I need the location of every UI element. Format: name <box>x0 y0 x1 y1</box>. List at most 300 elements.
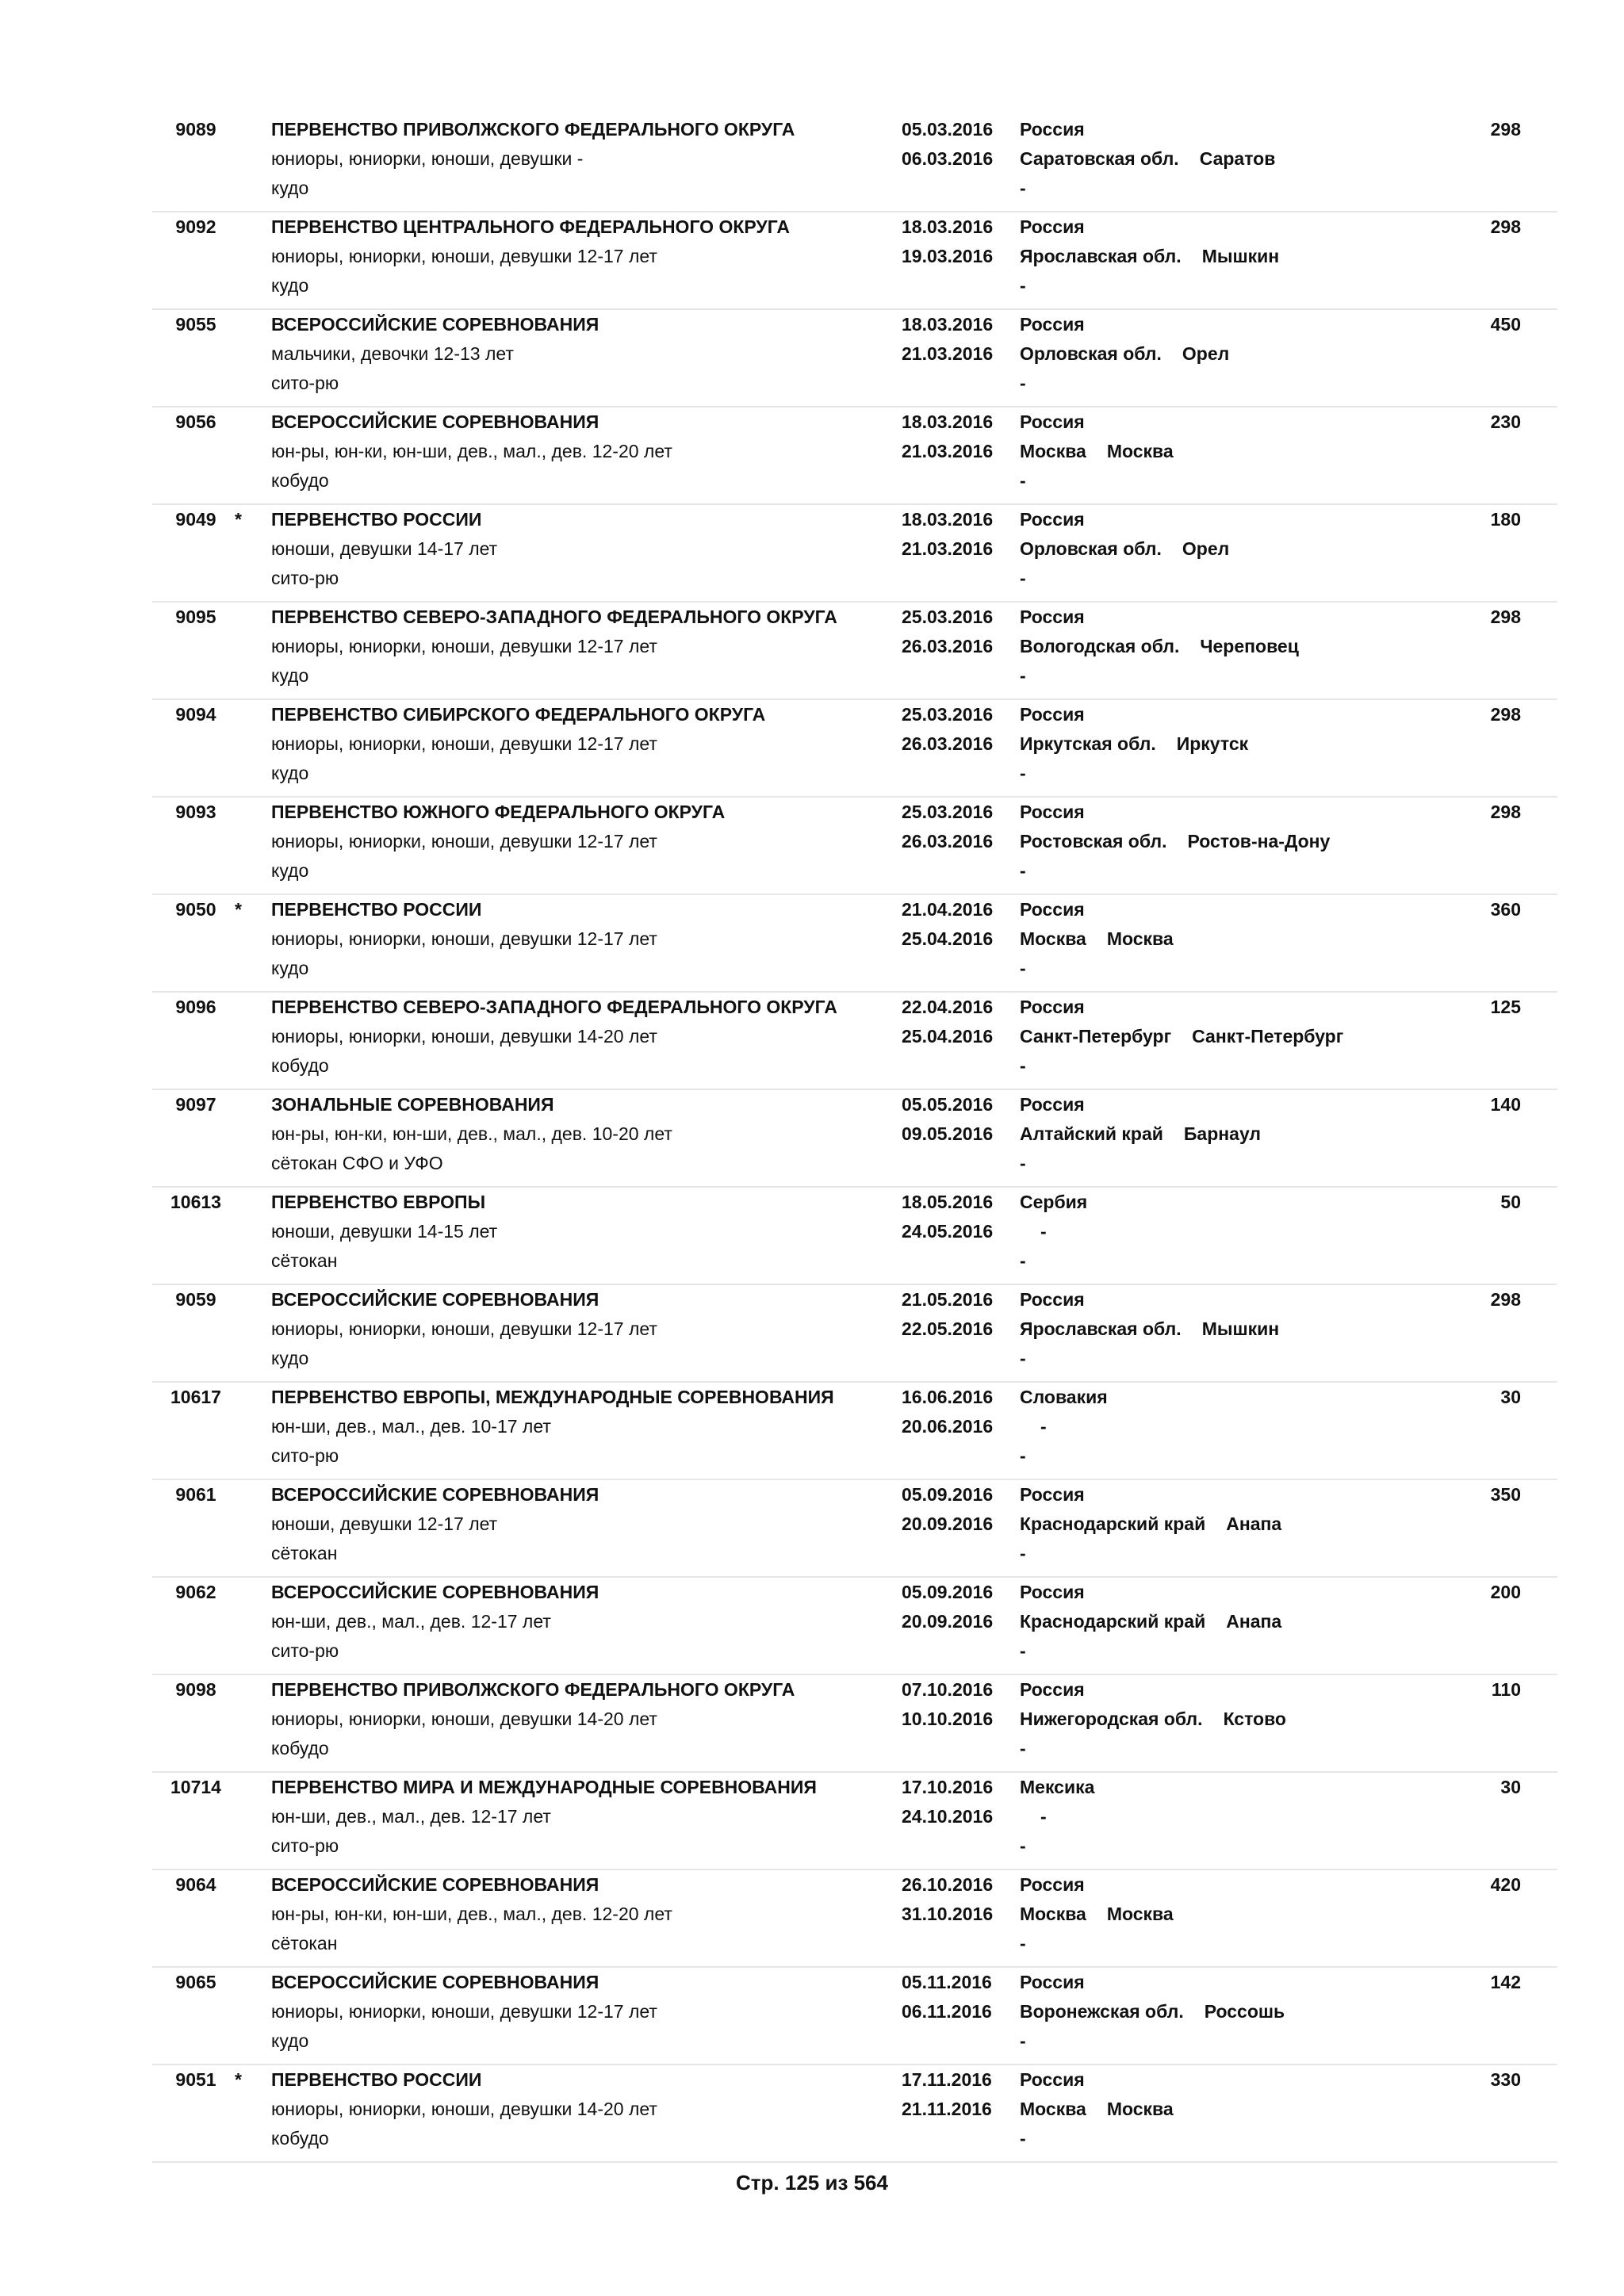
event-discipline: сётокан <box>271 1543 338 1563</box>
event-discipline: кобудо <box>271 2128 329 2149</box>
event-info <box>271 1383 834 1471</box>
event-discipline: сито-рю <box>271 568 339 588</box>
event-region: Вологодская обл. <box>1020 636 1180 656</box>
event-date-end: 21.03.2016 <box>902 538 994 559</box>
event-record <box>152 1090 1557 1188</box>
event-info <box>271 1285 657 1373</box>
event-location <box>1020 1773 1094 1861</box>
event-discipline: кудо <box>271 178 309 198</box>
event-participants: юноши, девушки 14-17 лет <box>271 538 498 559</box>
event-city: Орел <box>1182 538 1230 559</box>
event-date-start: 05.09.2016 <box>902 1582 994 1602</box>
event-discipline: кудо <box>271 860 309 881</box>
event-record <box>152 212 1557 310</box>
event-venue: - <box>1020 1738 1026 1758</box>
event-country: Россия <box>1020 1972 1085 1992</box>
event-participant-count: 230 <box>1490 411 1521 432</box>
event-dates <box>902 2065 992 2124</box>
page-number: Стр. 125 из 564 <box>736 2171 888 2195</box>
event-venue: - <box>1020 178 1026 198</box>
event-participants: юн-ши, дев., мал., дев. 12-17 лет <box>271 1806 551 1827</box>
event-id: 9051 <box>175 2069 216 2090</box>
event-discipline: сито-рю <box>271 1640 339 1661</box>
event-country: Россия <box>1020 1289 1085 1310</box>
event-title: ПЕРВЕНСТВО МИРА И МЕЖДУНАРОДНЫЕ СОРЕВНОВАНИЯ <box>271 1777 817 1797</box>
event-title: ПЕРВЕНСТВО СЕВЕРО-ЗАПАДНОГО ФЕДЕРАЛЬНОГО ОКРУГА <box>271 607 837 627</box>
event-record <box>152 1870 1557 1968</box>
event-date-start: 17.10.2016 <box>902 1777 994 1797</box>
event-participant-count: 180 <box>1490 509 1521 530</box>
event-region: Москва <box>1020 928 1086 949</box>
event-date-start: 18.03.2016 <box>902 411 994 432</box>
event-title: ВСЕРОССИЙСКИЕ СОРЕВНОВАНИЯ <box>271 1582 599 1602</box>
event-id: 9062 <box>175 1582 216 1602</box>
event-date-start: 05.11.2016 <box>902 1972 992 1992</box>
event-date-end: 25.04.2016 <box>902 928 994 949</box>
event-id: 9055 <box>175 314 216 335</box>
event-participant-count: 420 <box>1490 1874 1521 1895</box>
event-participants: юниоры, юниорки, юноши, девушки 12-17 лет <box>271 246 657 266</box>
event-region: Москва <box>1020 2099 1086 2119</box>
event-title: ПЕРВЕНСТВО СЕВЕРО-ЗАПАДНОГО ФЕДЕРАЛЬНОГО ОКРУГА <box>271 997 837 1017</box>
event-date-start: 25.03.2016 <box>902 704 994 725</box>
event-title: ПЕРВЕНСТВО ЮЖНОГО ФЕДЕРАЛЬНОГО ОКРУГА <box>271 802 726 822</box>
event-title: ЗОНАЛЬНЫЕ СОРЕВНОВАНИЯ <box>271 1094 554 1115</box>
event-id: 9096 <box>175 997 216 1017</box>
event-dates <box>902 1968 992 2026</box>
event-title: ПЕРВЕНСТВО ЕВРОПЫ, МЕЖДУНАРОДНЫЕ СОРЕВНОВАНИЯ <box>271 1387 834 1407</box>
event-record <box>152 993 1557 1090</box>
event-location <box>1020 1480 1281 1568</box>
event-country: Россия <box>1020 216 1085 237</box>
event-discipline: кобудо <box>271 1738 329 1758</box>
event-id: 9089 <box>175 119 216 140</box>
event-country: Россия <box>1020 997 1085 1017</box>
event-date-end: 21.03.2016 <box>902 441 994 461</box>
event-country: Россия <box>1020 1484 1085 1505</box>
event-date-end: 21.03.2016 <box>902 343 994 364</box>
event-region: Нижегородская обл. <box>1020 1709 1203 1729</box>
event-venue: - <box>1020 470 1026 491</box>
event-discipline: кудо <box>271 665 309 686</box>
event-date-start: 05.03.2016 <box>902 119 994 140</box>
event-participants: мальчики, девочки 12-13 лет <box>271 343 514 364</box>
event-id: 9049 <box>175 509 216 530</box>
event-record <box>152 895 1557 993</box>
event-participants: юниоры, юниорки, юноши, девушки 12-17 лет <box>271 2001 657 2022</box>
event-location <box>1020 1578 1281 1666</box>
event-date-start: 25.03.2016 <box>902 802 994 822</box>
event-participant-count: 298 <box>1490 119 1521 140</box>
event-date-end: 24.05.2016 <box>902 1221 994 1242</box>
event-country: Россия <box>1020 1094 1085 1115</box>
event-participants: юноши, девушки 14-15 лет <box>271 1221 498 1242</box>
event-location <box>1020 408 1174 496</box>
event-discipline: сётокан <box>271 1933 338 1954</box>
event-dates <box>902 895 993 954</box>
event-date-end: 26.03.2016 <box>902 636 994 656</box>
event-date-end: 06.03.2016 <box>902 148 994 169</box>
event-date-start: 18.03.2016 <box>902 509 994 530</box>
event-region: Иркутская обл. <box>1020 733 1156 754</box>
event-region: Алтайский край <box>1020 1123 1163 1144</box>
event-info <box>271 1773 817 1861</box>
event-participants: юн-ры, юн-ки, юн-ши, дев., мал., дев. 12-20 лет <box>271 441 672 461</box>
event-participant-count: 298 <box>1490 216 1521 237</box>
event-region: Москва <box>1020 1904 1086 1924</box>
event-title: ПЕРВЕНСТВО РОССИИ <box>271 899 482 920</box>
event-city: Кстово <box>1223 1709 1286 1729</box>
event-title: ВСЕРОССИЙСКИЕ СОРЕВНОВАНИЯ <box>271 314 599 335</box>
event-city: Орел <box>1182 343 1230 364</box>
event-participant-count: 450 <box>1490 314 1521 335</box>
event-info <box>271 408 672 496</box>
event-id: 9061 <box>175 1484 216 1505</box>
event-id: 9094 <box>175 704 216 725</box>
event-participants: юниоры, юниорки, юноши, девушки 14-20 лет <box>271 1026 657 1047</box>
event-participant-count: 125 <box>1490 997 1521 1017</box>
event-venue: - <box>1020 373 1026 393</box>
event-dates <box>902 505 993 564</box>
event-title: ВСЕРОССИЙСКИЕ СОРЕВНОВАНИЯ <box>271 1874 599 1895</box>
event-star-mark: * <box>235 899 242 920</box>
event-dates <box>902 1675 993 1734</box>
event-info <box>271 1675 795 1763</box>
event-country: Россия <box>1020 1874 1085 1895</box>
event-location <box>1020 310 1229 398</box>
event-location <box>1020 1870 1174 1958</box>
event-record <box>152 700 1557 798</box>
events-list <box>152 115 1557 2163</box>
event-dates <box>902 212 993 271</box>
event-dates <box>902 115 993 174</box>
event-city: Ростов-на-Дону <box>1187 831 1331 851</box>
event-date-end: 10.10.2016 <box>902 1709 994 1729</box>
event-id: 9056 <box>175 411 216 432</box>
event-dates <box>902 1480 993 1539</box>
event-info <box>271 993 837 1081</box>
event-region: Ярославская обл. <box>1020 1318 1182 1339</box>
event-dates <box>902 310 993 369</box>
event-region: Орловская обл. <box>1020 538 1162 559</box>
event-info <box>271 212 790 300</box>
event-venue: - <box>1020 763 1026 783</box>
event-country: Россия <box>1020 509 1085 530</box>
event-date-end: 19.03.2016 <box>902 246 994 266</box>
event-location <box>1020 1383 1108 1471</box>
event-country: Мексика <box>1020 1777 1095 1797</box>
event-id: 9059 <box>175 1289 216 1310</box>
event-dates <box>902 1578 993 1636</box>
event-venue: - <box>1020 1055 1026 1076</box>
event-location <box>1020 603 1299 691</box>
event-date-start: 07.10.2016 <box>902 1679 994 1700</box>
event-participants: юниоры, юниорки, юноши, девушки 12-17 лет <box>271 733 657 754</box>
event-city: Москва <box>1106 2099 1174 2119</box>
event-country: Россия <box>1020 411 1085 432</box>
event-venue: - <box>1020 1640 1026 1661</box>
event-discipline: кобудо <box>271 1055 329 1076</box>
event-id: 9064 <box>175 1874 216 1895</box>
event-discipline: кудо <box>271 763 309 783</box>
event-location <box>1020 115 1275 203</box>
event-title: ПЕРВЕНСТВО РОССИИ <box>271 509 482 530</box>
event-id: 9092 <box>175 216 216 237</box>
event-id: 10613 <box>170 1192 221 1212</box>
event-participant-count: 200 <box>1490 1582 1521 1602</box>
event-country: Словакия <box>1020 1387 1108 1407</box>
event-city: Россошь <box>1204 2001 1285 2022</box>
event-discipline: сито-рю <box>271 1835 339 1856</box>
event-participant-count: 350 <box>1490 1484 1521 1505</box>
event-country: Россия <box>1020 899 1085 920</box>
event-participants: юн-ши, дев., мал., дев. 10-17 лет <box>271 1416 551 1437</box>
event-participants: юниоры, юниорки, юноши, девушки 12-17 лет <box>271 636 657 656</box>
event-discipline: сётокан СФО и УФО <box>271 1153 443 1173</box>
event-venue: - <box>1020 1153 1026 1173</box>
event-discipline: кудо <box>271 275 309 296</box>
event-city: Москва <box>1106 1904 1174 1924</box>
event-venue: - <box>1020 275 1026 296</box>
event-city: Иркутск <box>1176 733 1249 754</box>
event-discipline: сётокан <box>271 1250 338 1271</box>
event-venue: - <box>1020 958 1026 978</box>
event-info <box>271 1480 599 1568</box>
event-venue: - <box>1020 665 1026 686</box>
event-date-end: 26.03.2016 <box>902 831 994 851</box>
event-record <box>152 1383 1557 1480</box>
event-country: Россия <box>1020 1582 1085 1602</box>
event-participants: юноши, девушки 12-17 лет <box>271 1513 498 1534</box>
event-record <box>152 1675 1557 1773</box>
event-participant-count: 140 <box>1490 1094 1521 1115</box>
event-region: Воронежская обл. <box>1020 2001 1184 2022</box>
event-info <box>271 603 837 691</box>
event-region: Краснодарский край <box>1020 1611 1206 1632</box>
event-info <box>271 505 497 593</box>
event-location <box>1020 895 1174 983</box>
event-participants: юниоры, юниорки, юноши, девушки 14-20 лет <box>271 1709 657 1729</box>
event-dates <box>902 1090 993 1149</box>
event-dates <box>902 408 993 466</box>
event-city: Барнаул <box>1183 1123 1262 1144</box>
event-dates <box>902 603 993 661</box>
event-participant-count: 30 <box>1500 1387 1521 1407</box>
event-date-start: 26.10.2016 <box>902 1874 994 1895</box>
event-participants: юниоры, юниорки, юноши, девушки - <box>271 148 584 169</box>
event-date-start: 22.04.2016 <box>902 997 994 1017</box>
event-date-end: 06.11.2016 <box>902 2001 992 2022</box>
event-title: ВСЕРОССИЙСКИЕ СОРЕВНОВАНИЯ <box>271 1484 599 1505</box>
event-venue: - <box>1020 860 1026 881</box>
event-record <box>152 115 1557 212</box>
event-record <box>152 408 1557 505</box>
event-date-end: 20.09.2016 <box>902 1513 994 1534</box>
event-date-start: 25.03.2016 <box>902 607 994 627</box>
event-participant-count: 50 <box>1500 1192 1521 1212</box>
event-dates <box>902 993 993 1051</box>
event-location <box>1020 1675 1286 1763</box>
event-id: 9093 <box>175 802 216 822</box>
event-title: ПЕРВЕНСТВО ПРИВОЛЖСКОГО ФЕДЕРАЛЬНОГО ОКРУГА <box>271 1679 795 1700</box>
event-location <box>1020 1188 1087 1276</box>
event-venue: - <box>1020 2030 1026 2051</box>
event-discipline: сито-рю <box>271 373 339 393</box>
event-country: Россия <box>1020 2069 1085 2090</box>
event-location <box>1020 993 1343 1081</box>
event-id: 10714 <box>170 1777 221 1797</box>
event-venue: - <box>1020 1348 1026 1368</box>
event-date-end: 26.03.2016 <box>902 733 994 754</box>
event-country: Россия <box>1020 704 1085 725</box>
event-record <box>152 1773 1557 1870</box>
event-info <box>271 1188 497 1276</box>
event-id: 10617 <box>170 1387 221 1407</box>
event-city: Москва <box>1106 928 1174 949</box>
event-date-start: 21.04.2016 <box>902 899 994 920</box>
event-country: Россия <box>1020 802 1085 822</box>
event-city: Саратов <box>1199 148 1276 169</box>
event-country: Россия <box>1020 1679 1085 1700</box>
event-dates <box>902 1285 993 1344</box>
event-title: ПЕРВЕНСТВО ПРИВОЛЖСКОГО ФЕДЕРАЛЬНОГО ОКРУГА <box>271 119 795 140</box>
event-record <box>152 310 1557 408</box>
event-date-end: 22.05.2016 <box>902 1318 994 1339</box>
event-title: ВСЕРОССИЙСКИЕ СОРЕВНОВАНИЯ <box>271 411 599 432</box>
event-participant-count: 360 <box>1490 899 1521 920</box>
event-discipline: кудо <box>271 958 309 978</box>
event-location <box>1020 1968 1285 2056</box>
event-date-start: 16.06.2016 <box>902 1387 994 1407</box>
event-id: 9065 <box>175 1972 216 1992</box>
event-dates <box>902 700 993 759</box>
event-region: Санкт-Петербург <box>1020 1026 1172 1047</box>
event-venue: - <box>1020 2128 1026 2149</box>
event-city: Мышкин <box>1201 246 1280 266</box>
event-dates <box>902 1383 993 1441</box>
event-info <box>271 798 725 886</box>
event-region: Краснодарский край <box>1020 1513 1206 1534</box>
event-region: Саратовская обл. <box>1020 148 1179 169</box>
event-discipline: кудо <box>271 1348 309 1368</box>
event-id: 9095 <box>175 607 216 627</box>
event-region: Ростовская обл. <box>1020 831 1167 851</box>
event-location <box>1020 212 1279 300</box>
event-discipline: кудо <box>271 2030 309 2051</box>
event-date-start: 18.05.2016 <box>902 1192 994 1212</box>
event-info <box>271 895 657 983</box>
event-date-start: 05.09.2016 <box>902 1484 994 1505</box>
event-date-start: 18.03.2016 <box>902 314 994 335</box>
event-participants: юниоры, юниорки, юноши, девушки 12-17 лет <box>271 928 657 949</box>
event-title: ПЕРВЕНСТВО ЕВРОПЫ <box>271 1192 486 1212</box>
event-title: ПЕРВЕНСТВО ЦЕНТРАЛЬНОГО ФЕДЕРАЛЬНОГО ОКРУГА <box>271 216 790 237</box>
event-city: Череповец <box>1200 636 1299 656</box>
event-record <box>152 1578 1557 1675</box>
event-info <box>271 2065 657 2153</box>
event-title: ПЕРВЕНСТВО РОССИИ <box>271 2069 482 2090</box>
event-location <box>1020 700 1248 788</box>
event-city: - <box>1040 1806 1047 1827</box>
event-participant-count: 142 <box>1490 1972 1521 1992</box>
event-date-end: 09.05.2016 <box>902 1123 994 1144</box>
event-participants: юн-ры, юн-ки, юн-ши, дев., мал., дев. 12-20 лет <box>271 1904 672 1924</box>
event-participant-count: 110 <box>1491 1679 1521 1700</box>
event-info <box>271 310 599 398</box>
event-info <box>271 115 795 203</box>
event-participants: юниоры, юниорки, юноши, девушки 14-20 лет <box>271 2099 657 2119</box>
event-participant-count: 298 <box>1490 607 1521 627</box>
event-record <box>152 2065 1557 2163</box>
event-star-mark: * <box>235 509 242 530</box>
event-date-end: 24.10.2016 <box>902 1806 994 1827</box>
event-discipline: сито-рю <box>271 1445 339 1466</box>
event-date-end: 31.10.2016 <box>902 1904 994 1924</box>
event-participant-count: 298 <box>1490 704 1521 725</box>
event-info <box>271 1870 672 1958</box>
event-venue: - <box>1020 568 1026 588</box>
event-record <box>152 603 1557 700</box>
event-title: ПЕРВЕНСТВО СИБИРСКОГО ФЕДЕРАЛЬНОГО ОКРУГА <box>271 704 766 725</box>
event-participants: юн-ши, дев., мал., дев. 12-17 лет <box>271 1611 551 1632</box>
event-location <box>1020 2065 1174 2153</box>
event-discipline: кобудо <box>271 470 329 491</box>
event-id: 9050 <box>175 899 216 920</box>
event-venue: - <box>1020 1543 1026 1563</box>
event-dates <box>902 798 993 856</box>
event-country: Россия <box>1020 607 1085 627</box>
event-date-end: 20.09.2016 <box>902 1611 994 1632</box>
event-country: Россия <box>1020 119 1085 140</box>
event-record <box>152 1285 1557 1383</box>
event-info <box>271 1968 657 2056</box>
event-city: Анапа <box>1226 1611 1282 1632</box>
event-city: - <box>1040 1416 1047 1437</box>
event-title: ВСЕРОССИЙСКИЕ СОРЕВНОВАНИЯ <box>271 1972 599 1992</box>
event-participant-count: 30 <box>1500 1777 1521 1797</box>
event-venue: - <box>1020 1933 1026 1954</box>
event-date-start: 18.03.2016 <box>902 216 994 237</box>
event-dates <box>902 1188 993 1246</box>
event-id: 9097 <box>175 1094 216 1115</box>
event-venue: - <box>1020 1445 1026 1466</box>
event-location <box>1020 798 1330 886</box>
event-date-start: 17.11.2016 <box>902 2069 992 2090</box>
event-country: Россия <box>1020 314 1085 335</box>
event-city: Анапа <box>1226 1513 1282 1534</box>
event-participant-count: 298 <box>1490 1289 1521 1310</box>
event-region: Орловская обл. <box>1020 343 1162 364</box>
event-record <box>152 1188 1557 1285</box>
event-location <box>1020 1285 1279 1373</box>
event-participants: юниоры, юниорки, юноши, девушки 12-17 лет <box>271 1318 657 1339</box>
event-date-end: 21.11.2016 <box>902 2099 992 2119</box>
event-id: 9098 <box>175 1679 216 1700</box>
event-dates <box>902 1773 993 1831</box>
event-participant-count: 298 <box>1490 802 1521 822</box>
event-dates <box>902 1870 993 1929</box>
event-location <box>1020 505 1229 593</box>
event-star-mark: * <box>235 2069 242 2090</box>
event-date-end: 25.04.2016 <box>902 1026 994 1047</box>
event-city: Санкт-Петербург <box>1192 1026 1344 1047</box>
event-date-start: 21.05.2016 <box>902 1289 994 1310</box>
event-region: Ярославская обл. <box>1020 246 1182 266</box>
event-date-start: 05.05.2016 <box>902 1094 994 1115</box>
event-info <box>271 700 765 788</box>
event-title: ВСЕРОССИЙСКИЕ СОРЕВНОВАНИЯ <box>271 1289 599 1310</box>
event-record <box>152 1480 1557 1578</box>
